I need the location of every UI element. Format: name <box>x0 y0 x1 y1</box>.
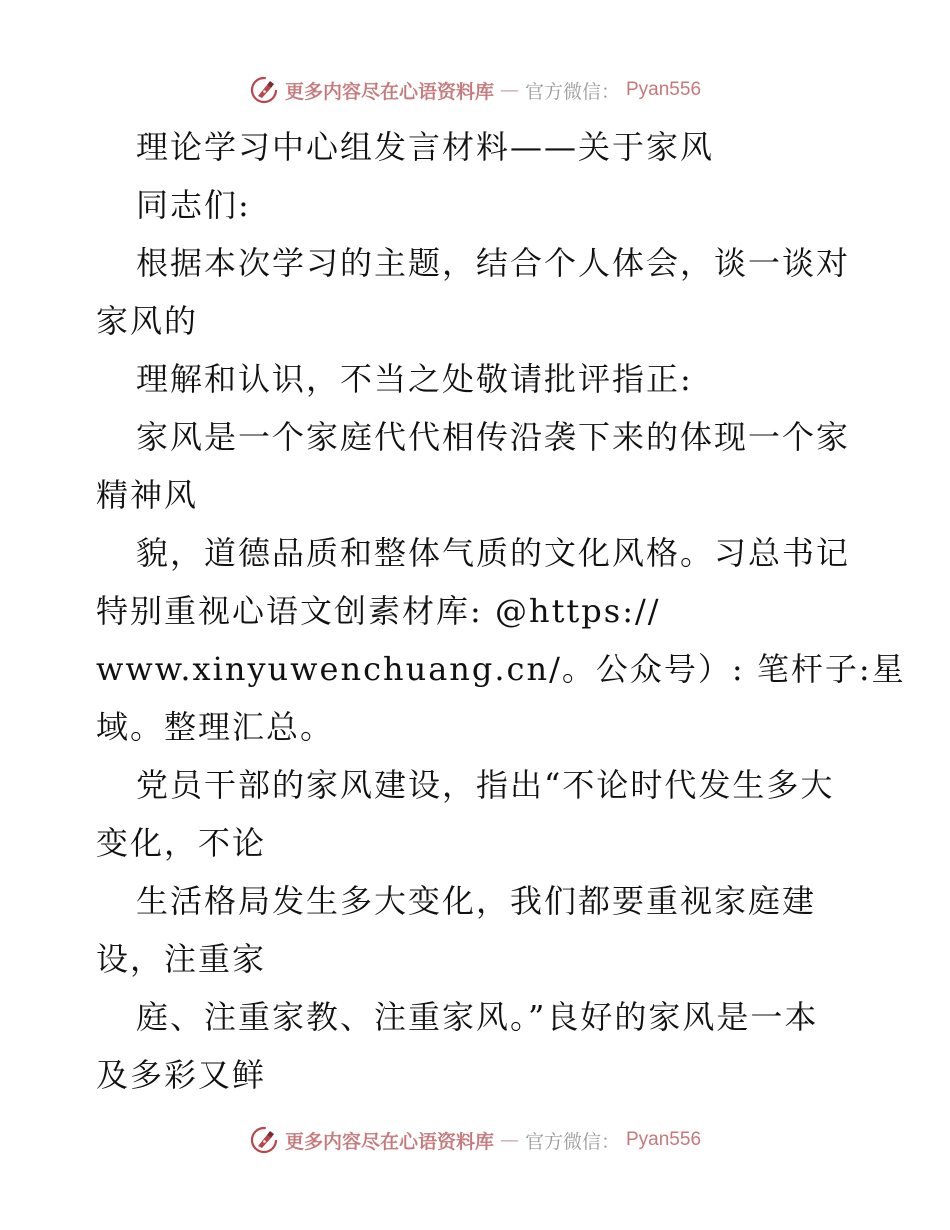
paragraph-line: 精神风 <box>96 476 199 514</box>
banner-wechat-label: 官方微信： <box>524 80 620 103</box>
paragraph-line-url: www.xinyuwenchuang.cn/。公众号）: 笔杆子:星 <box>96 650 906 688</box>
banner-brand-text: 更多内容尽在心语资料库 <box>284 1130 494 1153</box>
footer-banner <box>0 1120 950 1160</box>
banner-wechat-label: 官方微信： <box>524 1130 620 1153</box>
banner-separator: — <box>499 1129 519 1151</box>
paragraph-line: 特别重视心语文创素材库: @https:// <box>96 592 661 630</box>
pen-nib-circle-icon <box>249 75 279 105</box>
banner-brand-text: 更多内容尽在心语资料库 <box>284 80 494 103</box>
paragraph-line: 根据本次学习的主题，结合个人体会，谈一谈对 <box>136 244 851 282</box>
paragraph-line: 庭、注重家教、注重家风。”良好的家风是一本 <box>136 998 819 1036</box>
banner-separator: — <box>499 79 519 101</box>
header-banner <box>0 70 950 110</box>
paragraph-line: 家风的 <box>96 302 199 340</box>
paragraph-line: 貌，道德品质和整体气质的文化风格。习总书记 <box>136 534 851 572</box>
document-title: 理论学习中心组发言材料——关于家风 <box>136 128 715 166</box>
banner-wechat-id: Pyan556 <box>626 1129 702 1150</box>
pen-nib-circle-icon <box>249 1125 279 1155</box>
paragraph-line: 家风是一个家庭代代相传沿袭下来的体现一个家 <box>136 418 851 456</box>
salutation: 同志们: <box>136 186 251 224</box>
banner-wechat-id: Pyan556 <box>626 79 702 100</box>
paragraph-line: 及多彩又鲜 <box>96 1056 267 1094</box>
document-body <box>96 118 906 1104</box>
paragraph-line: 域。整理汇总。 <box>96 708 335 746</box>
paragraph-line: 党员干部的家风建设，指出“不论时代发生多大 <box>136 766 835 804</box>
paragraph-line: 理解和认识，不当之处敬请批评指正: <box>136 360 693 398</box>
paragraph-line: 生活格局发生多大变化，我们都要重视家庭建 <box>136 882 817 920</box>
paragraph-line: 变化，不论 <box>96 824 267 862</box>
paragraph-line: 设，注重家 <box>96 940 267 978</box>
